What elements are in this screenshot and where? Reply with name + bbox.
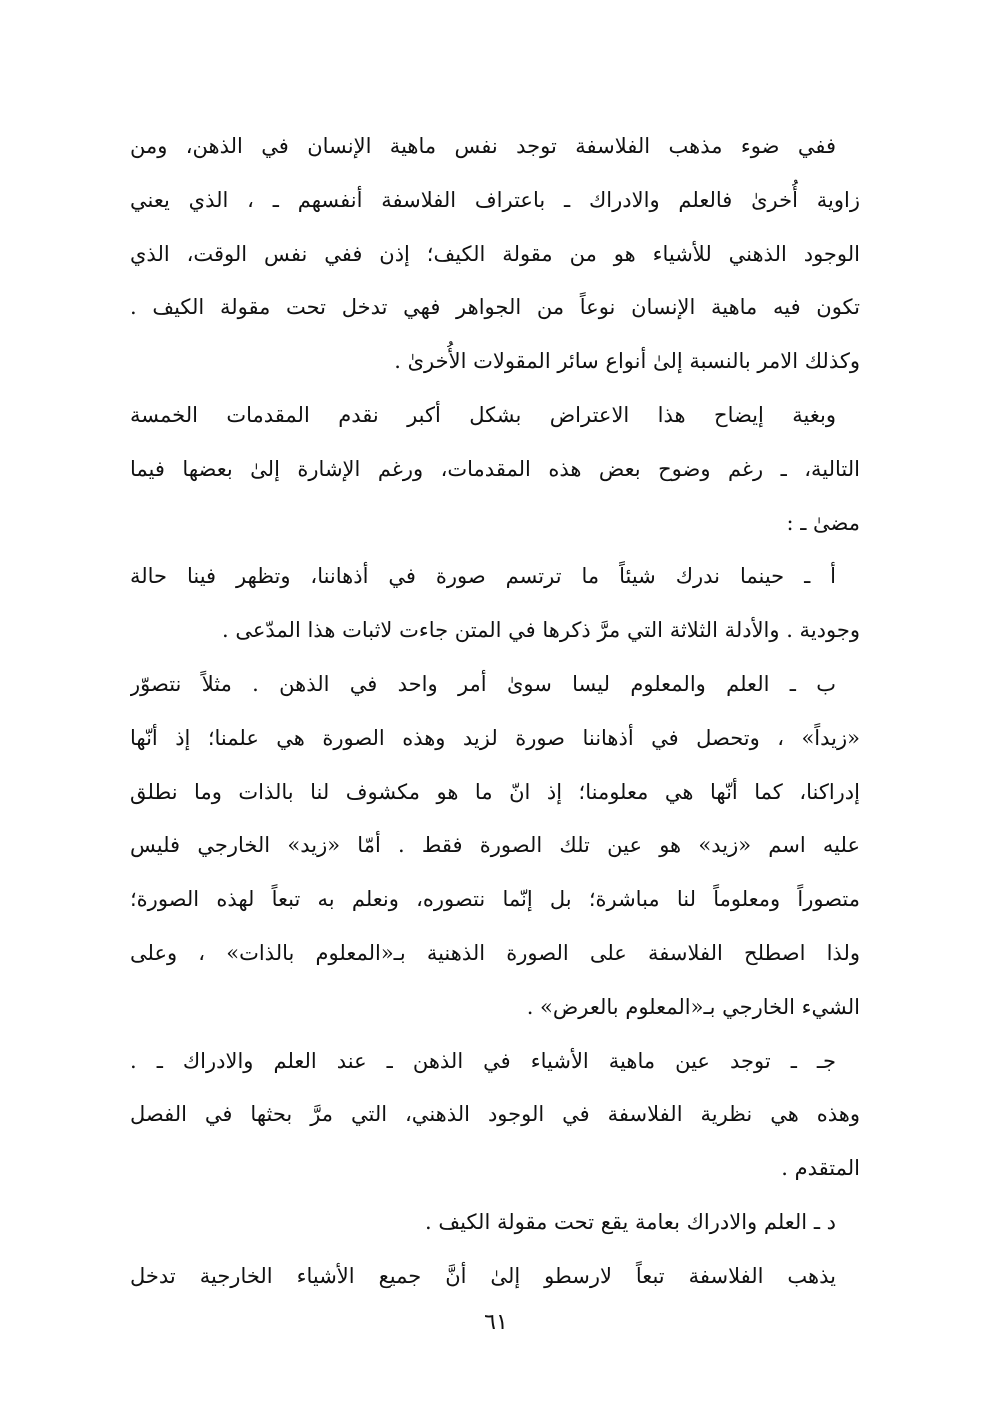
- text-line: الشيء الخارجي بـ«المعلوم بالعرض» .: [526, 994, 860, 1019]
- text-line: أ ـ حينما ندرك شيئاً ما ترتسم صورة في أذهاننا، وتظهر فينا حالة: [130, 564, 836, 589]
- text-line: وبغية إيضاح هذا الاعتراض بشكل أكبر نقدم المقدمات الخمسة: [130, 402, 836, 427]
- text-line: وكذلك الامر بالنسبة إلىٰ أنواع سائر المقولات الأُخرىٰ .: [394, 349, 860, 374]
- text-line: تكون فيه ماهية الإنسان نوعاً من الجواهر فهي تدخل تحت مقولة الكيف .: [130, 295, 860, 320]
- text-line: عليه اسم «زيد» هو عين تلك الصورة فقط . أمّا «زيد» الخارجي فليس: [130, 833, 860, 858]
- page-number: ٦١: [484, 1310, 508, 1335]
- body-text: [130, 120, 860, 1304]
- text-line: ولذا اصطلح الفلاسفة على الصورة الذهنية بـ«المعلوم بالذات» ، وعلى: [130, 940, 860, 965]
- text-line: متصوراً ومعلوماً لنا مباشرة؛ بل إنّما نتصوره، ونعلم به تبعاً لهذه الصورة؛: [130, 887, 860, 912]
- text-line: جـ ـ توجد عين ماهية الأشياء في الذهن ـ عند العلم والادراك ـ .: [130, 1048, 836, 1073]
- text-line: إدراكنا، كما أنّها هي معلومنا؛ إذ انّ ما هو مكشوف لنا بالذات وما نطلق: [130, 779, 860, 804]
- text-line: د ـ العلم والادراك بعامة يقع تحت مقولة الكيف .: [425, 1209, 836, 1234]
- text-line: يذهب الفلاسفة تبعاً لارسطو إلىٰ أنَّ جميع الأشياء الخارجية تدخل: [130, 1263, 836, 1288]
- text-line: الوجود الذهني للأشياء هو من مقولة الكيف؛ إذن ففي نفس الوقت، الذي: [130, 241, 860, 266]
- text-line: ففي ضوء مذهب الفلاسفة توجد نفس ماهية الإنسان في الذهن، ومن: [130, 134, 836, 158]
- text-line: «زيداً» ، وتحصل في أذهاننا صورة لزيد وهذه الصورة هي علمنا؛ إذ أنّها: [130, 725, 860, 750]
- text-line: التالية، ـ رغم وضوح بعض هذه المقدمات، ورغم الإشارة إلىٰ بعضها فيما: [130, 456, 860, 481]
- text-line: وجودية . والأدلة الثلاثة التي مرَّ ذكرها في المتن جاءت لاثبات هذا المدّعى .: [222, 618, 860, 643]
- text-line: زاوية أُخرىٰ فالعلم والادراك ـ باعتراف الفلاسفة أنفسهم ـ ، الذي يعني: [130, 187, 860, 212]
- text-line: ب ـ العلم والمعلوم ليسا سوىٰ أمر واحد في الذهن . مثلاً نتصوّر: [130, 671, 836, 696]
- text-line: وهذه هي نظرية الفلاسفة في الوجود الذهني، التي مرَّ بحثها في الفصل: [130, 1102, 860, 1127]
- text-line: مضىٰ ـ :: [786, 510, 860, 535]
- text-line: المتقدم .: [781, 1156, 860, 1181]
